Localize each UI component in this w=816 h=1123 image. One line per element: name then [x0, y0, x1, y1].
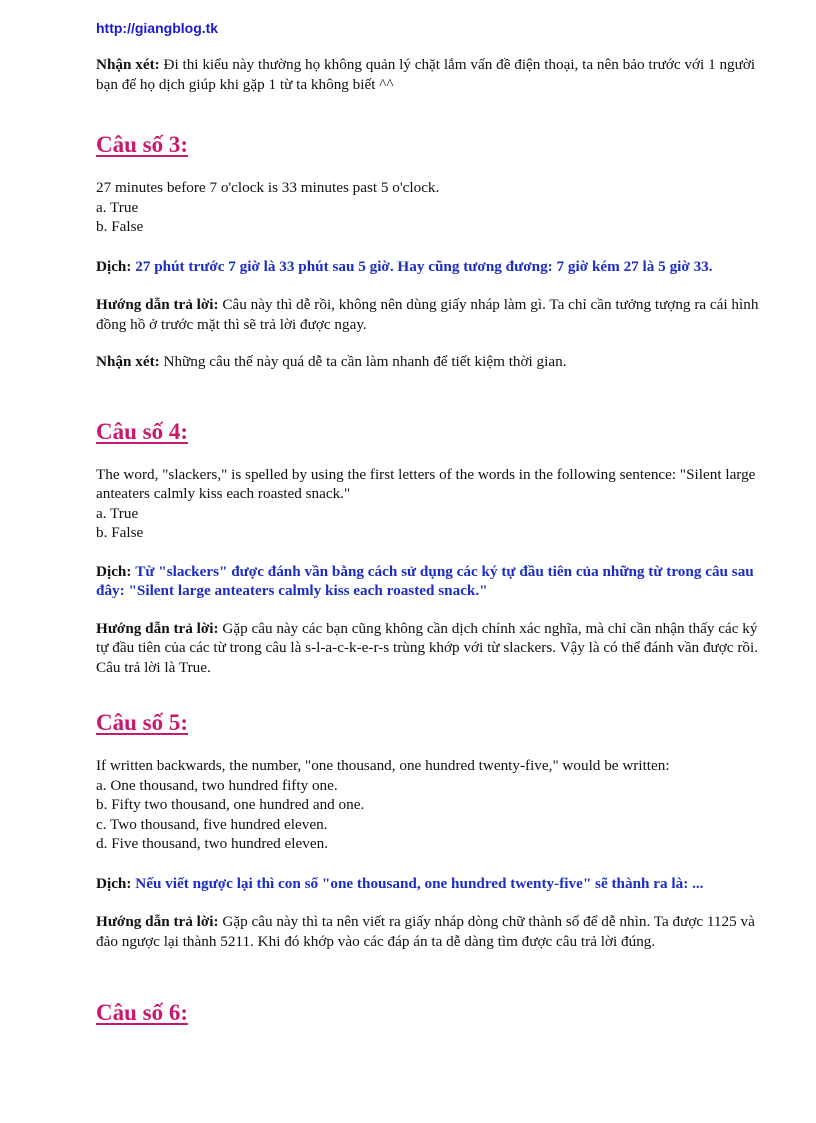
question-3-body	[96, 178, 760, 237]
question-4-heading: Câu số 4:	[96, 418, 189, 444]
question-3-guide-text: Câu này thì dễ rồi, không nên dùng giấy nháp làm gì. Ta chỉ cần tưởng tượng ra cái hình đồng hồ ở trước mặt thì sẽ trả lời được ngay.	[96, 296, 759, 333]
intro-comment	[96, 55, 760, 94]
question-5-guide-label: Hướng dẫn trả lời:	[96, 913, 219, 930]
question-4-option-a: a. True	[96, 504, 139, 522]
question-3-translation-text: 27 phút trước 7 giờ là 33 phút sau 5 giờ. Hay cũng tương đương: 7 giờ kém 27 là 5 giờ 33.	[135, 257, 713, 275]
question-5-option-d: d. Five thousand, two hundred eleven.	[96, 835, 328, 852]
question-3-translation	[96, 257, 760, 277]
question-4-guide-label: Hướng dẫn trả lời:	[96, 619, 219, 637]
question-3-option-b: b. False	[96, 218, 144, 235]
question-6-heading: Câu số 6:	[96, 1000, 189, 1025]
intro-comment-text: Đi thi kiểu này thường họ không quản lý chặt lắm vấn đề điện thoại, ta nên bảo trước với 1 người bạn để họ dịch giúp khi gặp 1 từ ta không biết ^^	[96, 56, 756, 93]
question-3-guide	[96, 295, 760, 334]
question-5-option-b: b. Fifty two thousand, one hundred and one.	[96, 796, 365, 813]
question-5-body	[96, 756, 760, 854]
question-5-translation-label: Dịch:	[96, 874, 132, 892]
question-3-comment	[96, 352, 760, 372]
question-3-heading: Câu số 3:	[96, 132, 189, 157]
question-5-guide-text: Gặp câu này thì ta nên viết ra giấy nháp dòng chữ thành số để dễ nhìn. Ta được 1125 và đảo ngược lại thành 5211. Khi đó khớp vào các đáp án ta dễ dàng tìm được câu trả lời đúng.	[96, 913, 755, 950]
question-4-guide	[96, 619, 760, 678]
question-5-text: If written backwards, the number, "one thousand, one hundred twenty-five," would be written:	[96, 757, 670, 774]
question-5-translation	[96, 874, 760, 894]
question-4-translation-text: Từ "slackers" được đánh vần bằng cách sử dụng các ký tự đầu tiên của những từ trong câu sau đây: "Silent large anteaters calmly kiss each roasted snack."	[96, 562, 754, 599]
question-5-heading: Câu số 5:	[96, 710, 189, 735]
question-4-translation	[96, 562, 760, 601]
question-3-comment-label: Nhận xét:	[96, 353, 160, 370]
question-4-option-b: b. False	[96, 524, 144, 541]
question-4-translation-label: Dịch:	[96, 562, 132, 580]
question-3-option-a: a. True	[96, 198, 139, 216]
intro-comment-label: Nhận xét:	[96, 56, 160, 73]
question-5-option-c: c. Two thousand, five hundred eleven.	[96, 815, 328, 833]
question-3-guide-label: Hướng dẫn trả lời:	[96, 296, 219, 313]
question-4-guide-text: Gặp câu này các bạn cũng không cần dịch chính xác nghĩa, mà chỉ cần nhận thấy các ký tự đầu tiên của các từ trong câu là s-l-a-c-k-e-r-s trùng khớp với từ slackers. Vậy là có thể đánh vần được rồi. Câu trả lời là True.	[96, 619, 759, 676]
document-body	[96, 18, 760, 1028]
question-4-body	[96, 465, 760, 543]
question-3-comment-text: Những câu thế này quá dễ ta cần làm nhanh để tiết kiệm thời gian.	[163, 353, 567, 370]
question-5-guide	[96, 912, 760, 951]
site-link[interactable]: http://giangblog.tk	[96, 20, 219, 36]
question-3-text: 27 minutes before 7 o'clock is 33 minutes past 5 o'clock.	[96, 179, 440, 196]
question-4-text: The word, "slackers," is spelled by using the first letters of the words in the following sentence: "Silent large anteaters calmly kiss each roasted snack."	[96, 465, 756, 502]
question-5-translation-text: Nếu viết ngược lại thì con số "one thousand, one hundred twenty-five" sẽ thành ra là: ...	[135, 874, 704, 892]
question-5-option-a: a. One thousand, two hundred fifty one.	[96, 776, 338, 794]
question-3-translation-label: Dịch:	[96, 257, 132, 275]
